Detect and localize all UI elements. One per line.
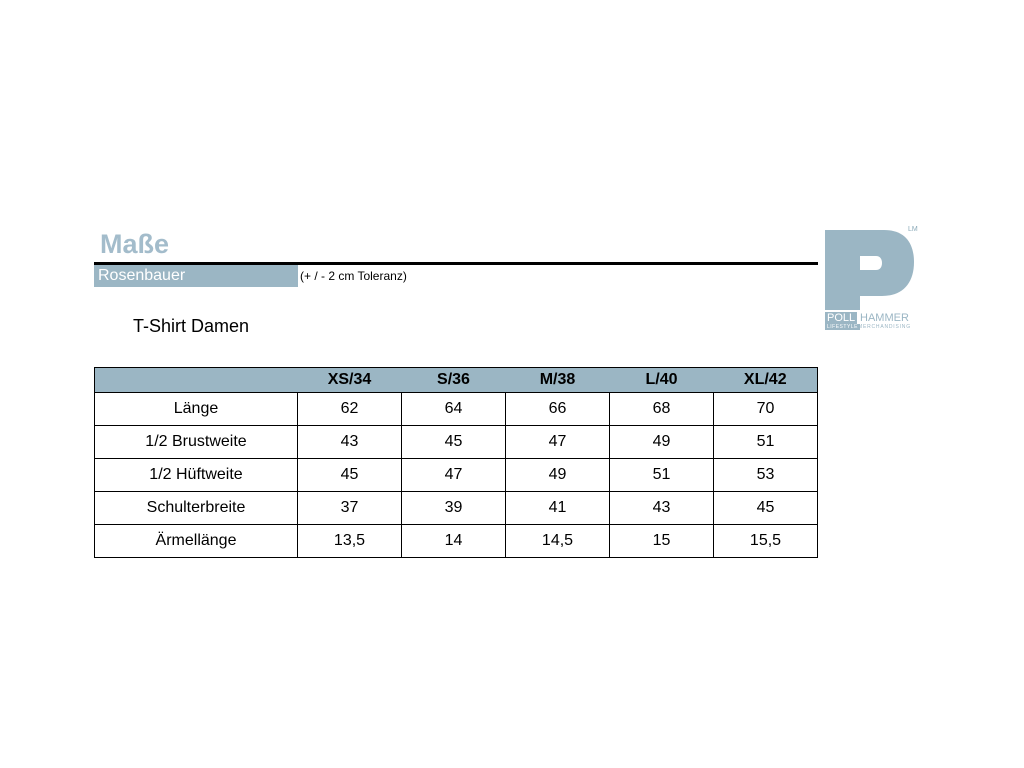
table-cell: 14 [402,525,506,558]
logo-word-hammer: HAMMER [860,312,909,324]
table-cell: 39 [402,492,506,525]
row-label: Länge [95,393,298,426]
table-cell: 64 [402,393,506,426]
table-cell: 14,5 [506,525,610,558]
table-cell: 47 [506,426,610,459]
table-cell: 43 [610,492,714,525]
size-table [94,367,818,558]
table-row [95,426,818,459]
page-title: Maße [100,229,170,259]
table-cell: 68 [610,393,714,426]
table-cell: 13,5 [298,525,402,558]
size-header-cell: M/38 [506,368,610,393]
table-cell: 15 [610,525,714,558]
table-cell: 49 [610,426,714,459]
brand-label: Rosenbauer [94,265,298,287]
table-cell: 45 [714,492,818,525]
table-cell: 51 [714,426,818,459]
tolerance-note: (+ / - 2 cm Toleranz) [300,269,407,283]
table-row [95,459,818,492]
table-row [95,492,818,525]
size-header-row [95,368,818,393]
table-cell: 37 [298,492,402,525]
size-header-cell: XS/34 [298,368,402,393]
logo-tag-merchandising: MERCHANDISING [858,324,911,330]
table-cell: 43 [298,426,402,459]
logo-trademark: LM [908,226,918,233]
logo-tag-lifestyle: LIFESTYLE [827,324,858,330]
pollhammer-logo [824,226,926,332]
size-header-cell: S/36 [402,368,506,393]
table-cell: 15,5 [714,525,818,558]
header-corner-cell [95,368,298,393]
table-cell: 49 [506,459,610,492]
table-cell: 66 [506,393,610,426]
row-label: Schulterbreite [95,492,298,525]
size-header-cell: XL/42 [714,368,818,393]
table-row [95,393,818,426]
table-cell: 70 [714,393,818,426]
table-cell: 45 [402,426,506,459]
logo-word-poll: POLL [827,312,856,324]
product-subtitle: T-Shirt Damen [133,316,250,336]
size-header-cell: L/40 [610,368,714,393]
table-cell: 51 [610,459,714,492]
table-cell: 47 [402,459,506,492]
table-cell: 53 [714,459,818,492]
table-cell: 41 [506,492,610,525]
table-cell: 62 [298,393,402,426]
row-label: 1/2 Brustweite [95,426,298,459]
table-row [95,525,818,558]
row-label: 1/2 Hüftweite [95,459,298,492]
table-cell: 45 [298,459,402,492]
row-label: Ärmellänge [95,525,298,558]
